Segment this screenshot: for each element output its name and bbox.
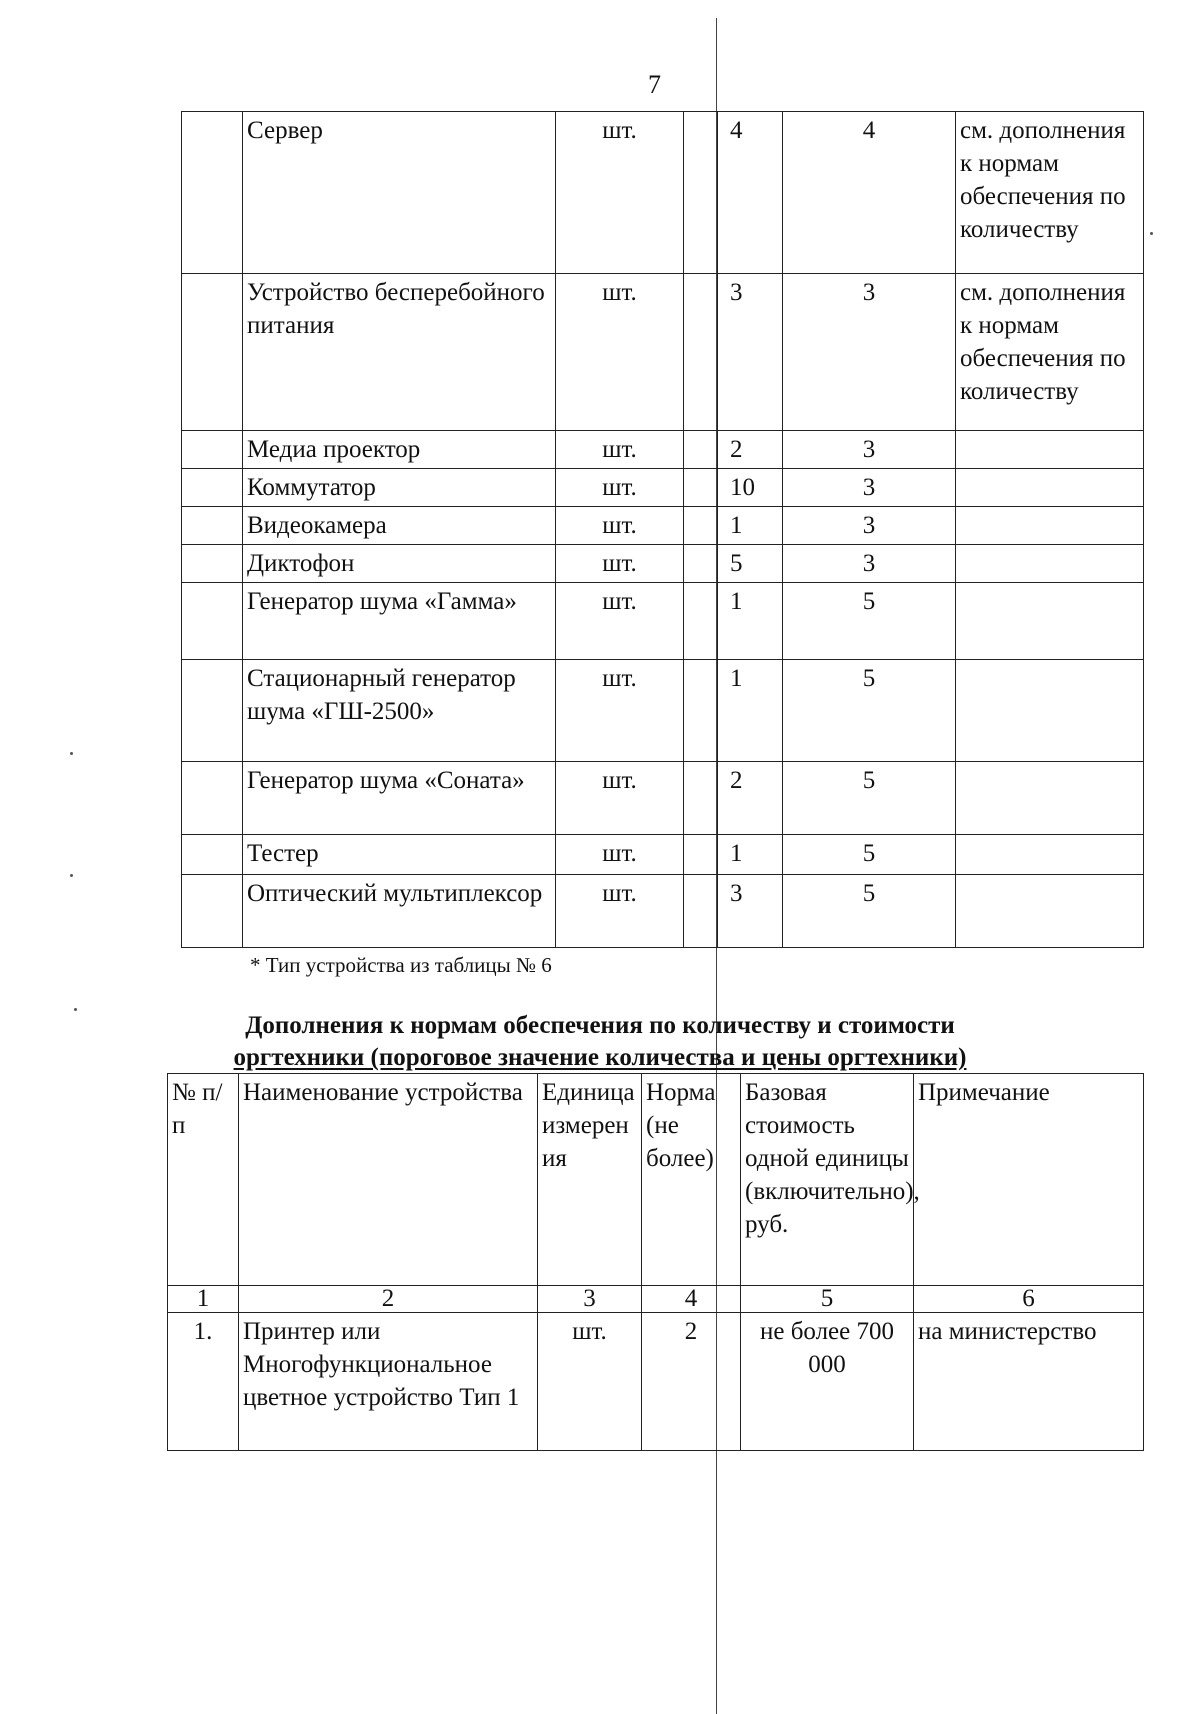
table-row [182,660,1144,762]
device-name: Устройство бесперебойного питания [243,274,556,431]
note [956,469,1144,507]
scan-speck [74,1008,77,1011]
column-number: 2 [239,1286,538,1313]
count: 1 [718,660,783,762]
equipment-table [181,111,1144,948]
count: 4 [718,112,783,274]
table-row [182,274,1144,431]
column-number: 4 [642,1286,741,1313]
table-row [182,583,1144,660]
header-num: № п/п [168,1074,239,1286]
device-name: Диктофон [243,545,556,583]
column-number: 1 [168,1286,239,1313]
unit: шт. [538,1313,642,1451]
note [956,875,1144,948]
count: 3 [718,274,783,431]
note: см. дополнения к нормам обеспечения по количеству [956,112,1144,274]
note [956,545,1144,583]
table-row [182,875,1144,948]
norm: 5 [783,835,956,875]
table-row [182,762,1144,835]
column-number: 5 [741,1286,914,1313]
device-name: Генератор шума «Соната» [243,762,556,835]
norm: 5 [783,660,956,762]
device-name: Коммутатор [243,469,556,507]
column-number: 6 [914,1286,1144,1313]
unit: шт. [556,875,684,948]
row-num: 1. [168,1313,239,1451]
column-number: 3 [538,1286,642,1313]
unit: шт. [556,660,684,762]
header-note: Примечание [914,1074,1144,1286]
section-heading [160,1010,1040,1074]
section-heading-line-1: Дополнения к нормам обеспечения по количеству и стоимости [245,1012,955,1039]
header-norm: Норма (не более) [642,1074,741,1286]
norm: 3 [783,274,956,431]
base-cost: не более 700 000 [741,1313,914,1451]
unit: шт. [556,545,684,583]
unit: шт. [556,835,684,875]
note [956,835,1144,875]
device-name: Стационарный генератор шума «ГШ-2500» [243,660,556,762]
norm: 5 [783,583,956,660]
table-row [182,835,1144,875]
count: 2 [718,431,783,469]
note [956,762,1144,835]
norm: 3 [783,431,956,469]
unit: шт. [556,274,684,431]
count: 5 [718,545,783,583]
norm: 5 [783,875,956,948]
scan-speck [70,874,73,877]
table-row [182,112,1144,274]
unit: шт. [556,762,684,835]
count: 1 [718,583,783,660]
count: 3 [718,875,783,948]
device-name: Медиа проектор [243,431,556,469]
note [956,431,1144,469]
norm: 2 [642,1313,741,1451]
unit: шт. [556,112,684,274]
note: на министерство [914,1313,1144,1451]
header-cost: Базовая стоимость одной единицы (включительно), руб. [741,1074,914,1286]
count: 1 [718,507,783,545]
count: 10 [718,469,783,507]
note [956,507,1144,545]
table-row [182,469,1144,507]
scan-speck [1150,232,1153,235]
device-name: Принтер или Многофункциональное цветное устройство Тип 1 [239,1313,538,1451]
note: см. дополнения к нормам обеспечения по количеству [956,274,1144,431]
unit: шт. [556,583,684,660]
scan-speck [70,752,73,755]
unit: шт. [556,431,684,469]
norm: 5 [783,762,956,835]
unit: шт. [556,507,684,545]
table-header-row [168,1074,1144,1286]
unit: шт. [556,469,684,507]
note [956,583,1144,660]
device-name: Сервер [243,112,556,274]
section-heading-line-2: оргтехники (пороговое значение количества и цены оргтехники) [233,1044,967,1071]
table-row [168,1313,1144,1451]
norm: 3 [783,545,956,583]
count: 2 [718,762,783,835]
header-name: Наименование устройства [239,1074,538,1286]
device-name: Оптический мультиплексор [243,875,556,948]
note [956,660,1144,762]
norm: 4 [783,112,956,274]
table-row [182,507,1144,545]
table-row [182,545,1144,583]
device-name: Видеокамера [243,507,556,545]
device-name: Тестер [243,835,556,875]
footnote: * Тип устройства из таблицы № 6 [250,953,552,977]
device-name: Генератор шума «Гамма» [243,583,556,660]
column-number-row [168,1286,1144,1313]
norm: 3 [783,469,956,507]
supplement-table [167,1073,1144,1451]
count: 1 [718,835,783,875]
norm: 3 [783,507,956,545]
table-row [182,431,1144,469]
page-number: 7 [648,70,661,99]
header-unit: Единица измерения [538,1074,642,1286]
